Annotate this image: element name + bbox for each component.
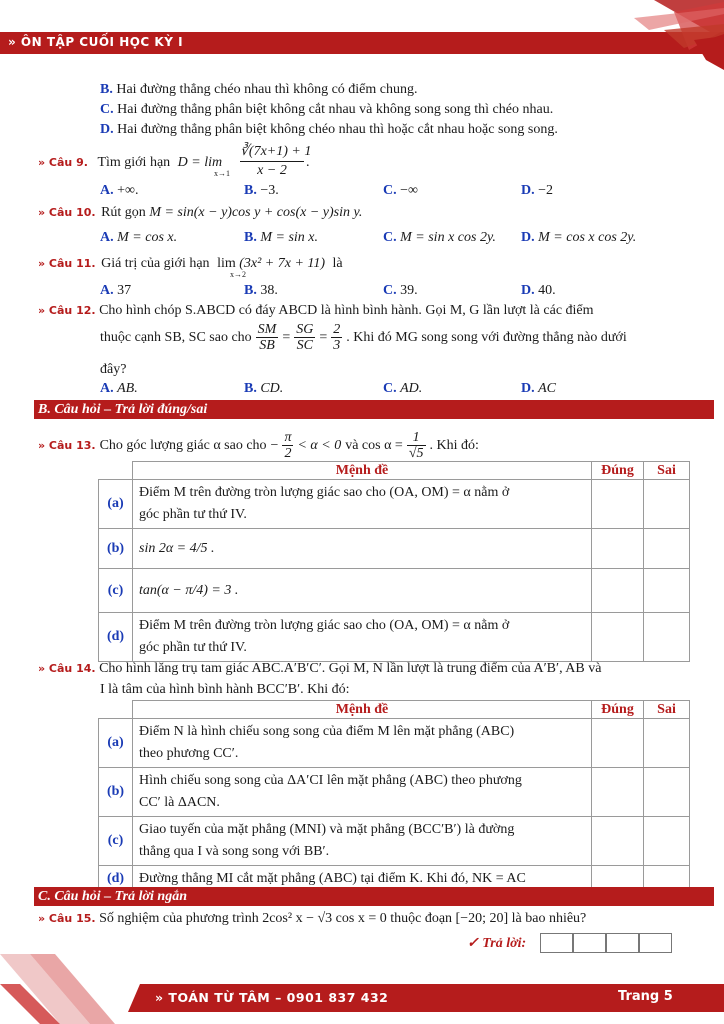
q11-lim-sub: x→2: [230, 270, 246, 279]
q9-option-d[interactable]: D. −2: [521, 183, 554, 198]
q12-stem-line3: đây?: [100, 362, 127, 377]
q9-dot: .: [306, 155, 310, 170]
q9-option-b[interactable]: B. −3.: [244, 183, 279, 198]
q14-row-d: (d) Đường thẳng MI cắt mặt phẳng (ABC) tại điểm K. Khi đó, NK = AC: [99, 866, 690, 893]
q14-row-a: (a) Điểm N là hình chiếu song song của điểm M lên mặt phẳng (ABC) theo phương CC′.: [99, 719, 690, 768]
q12-option-d[interactable]: D. AC: [521, 381, 557, 396]
q14-c-false-cell[interactable]: [644, 817, 690, 866]
q15-answer-box-4[interactable]: [639, 933, 672, 953]
q13-stem: » Câu 13. Cho góc lượng giác α sao cho − $\frac{\pi}{2}$ < α < 0 và cos α = $\frac{1}{√5}$ . Khi đó:: [38, 430, 479, 461]
q13-d-true-cell[interactable]: [592, 613, 644, 662]
q14-col-statement: Mệnh đề: [133, 701, 592, 719]
q10-option-b[interactable]: B. M = sin x.: [244, 230, 319, 245]
q15-stem: » Câu 15. Số nghiệm của phương trình 2cos² x − √3 cos x = 0 thuộc đoạn [−20; 20] là bao nhiêu?: [38, 911, 587, 926]
q13-col-statement: Mệnh đề: [133, 462, 592, 480]
q12-stem: » Câu 12. Cho hình chóp S.ABCD có đáy ABCD là hình bình hành. Gọi M, G lần lượt là các điểm: [38, 303, 594, 318]
q13-table-header: [99, 462, 690, 480]
q15-answer-box-1[interactable]: [540, 933, 573, 953]
q14-col-true: Đúng: [592, 701, 644, 719]
corner-decoration: [594, 0, 724, 75]
q11-stem: » Câu 11. Giá trị của giới hạn lim (3x² + 7x + 11) là: [38, 256, 343, 271]
q14-table: [98, 700, 690, 893]
q15-answer-box-2[interactable]: [573, 933, 606, 953]
q9-stem: » Câu 9. Tìm giới hạn D = lim: [38, 155, 223, 170]
q13-row-a: (a) Điểm M trên đường tròn lượng giác sao cho (OA, OM) = α nằm ở góc phần tư thứ IV.: [99, 480, 690, 529]
q11-option-d[interactable]: D. 40.: [521, 283, 556, 298]
q14-c-true-cell[interactable]: [592, 817, 644, 866]
q14-a-false-cell[interactable]: [644, 719, 690, 768]
q12-option-a[interactable]: A. AB.: [100, 381, 138, 396]
q14-stem: » Câu 14. Cho hình lăng trụ tam giác ABC.A′B′C′. Gọi M, N lần lượt là trung điểm của A′B′, AB và: [38, 661, 602, 676]
q13-row-b: (b) sin 2α = 4/5 .: [99, 529, 690, 569]
q13-c-false-cell[interactable]: [644, 569, 690, 613]
q13-col-false: Sai: [644, 462, 690, 480]
q15-answer-label: ✓ Trả lời:: [467, 936, 527, 951]
q14-table-header: [99, 701, 690, 719]
q14-b-true-cell[interactable]: [592, 768, 644, 817]
q15-answer-box-3[interactable]: [606, 933, 639, 953]
q13-d-false-cell[interactable]: [644, 613, 690, 662]
section-c-title: C. Câu hỏi – Trả lời ngắn: [34, 887, 714, 906]
q14-row-c: (c) Giao tuyến của mặt phẳng (MNI) và mặt phẳng (BCC′B′) là đường thẳng qua I và song song với BB′.: [99, 817, 690, 866]
q11-option-c[interactable]: C. 39.: [383, 283, 418, 298]
q10-stem: » Câu 10. Rút gọn M = sin(x − y)cos y + cos(x − y)sin y.: [38, 205, 363, 220]
q14-row-b: (b) Hình chiếu song song của ΔA′CI lên mặt phẳng (ABC) theo phương CC′ là ΔACN.: [99, 768, 690, 817]
q13-row-d: (d) Điểm M trên đường tròn lượng giác sao cho (OA, OM) = α nằm ở góc phần tư thứ IV.: [99, 613, 690, 662]
q10-option-d[interactable]: D. M = cos x cos 2y.: [521, 230, 637, 245]
q14-a-true-cell[interactable]: [592, 719, 644, 768]
prev-option-c: C. Hai đường thẳng phân biệt không cắt nhau và không song song thì chéo nhau.: [100, 102, 554, 117]
q10-option-c[interactable]: C. M = sin x cos 2y.: [383, 230, 496, 245]
q14-stem-line2: I là tâm của hình bình hành BCC′B′. Khi đó:: [100, 682, 350, 697]
q12-option-b[interactable]: B. CD.: [244, 381, 284, 396]
q9-lim-sub: x→1: [214, 169, 230, 178]
q12-stem-line2: thuộc cạnh SB, SC sao cho $\frac{SM}{SB}$ = $\frac{SG}{SC}$ = $\frac{2}{3}$ . Khi đó MG song song với đường thẳng nào dưới: [100, 322, 627, 353]
q13-c-true-cell[interactable]: [592, 569, 644, 613]
q10-option-a[interactable]: A. M = cos x.: [100, 230, 178, 245]
q9-option-a[interactable]: A. +∞.: [100, 183, 139, 198]
section-b-title: B. Câu hỏi – Trả lời đúng/sai: [34, 400, 714, 419]
q13-a-false-cell[interactable]: [644, 480, 690, 529]
q11-option-a[interactable]: A. 37: [100, 283, 132, 298]
prev-option-b: B. Hai đường thẳng chéo nhau thì không có điểm chung.: [100, 82, 418, 97]
q13-col-true: Đúng: [592, 462, 644, 480]
q11-option-b[interactable]: B. 38.: [244, 283, 278, 298]
q9-fraction: ∛(7x+1) + 1 x − 2: [240, 144, 312, 178]
page-number: Trang 5: [618, 989, 673, 1004]
q13-table: [98, 461, 690, 662]
q13-a-true-cell[interactable]: [592, 480, 644, 529]
header-title: » ÔN TẬP CUỐI HỌC KỲ I: [8, 35, 184, 49]
q14-col-false: Sai: [644, 701, 690, 719]
q13-b-true-cell[interactable]: [592, 529, 644, 569]
q13-row-c: (c) tan(α − π/4) = 3 .: [99, 569, 690, 613]
q13-b-false-cell[interactable]: [644, 529, 690, 569]
footer-brand: » TOÁN TỪ TÂM – 0901 837 432: [155, 990, 389, 1005]
q12-option-c[interactable]: C. AD.: [383, 381, 423, 396]
q9-option-c[interactable]: C. −∞: [383, 183, 419, 198]
q14-b-false-cell[interactable]: [644, 768, 690, 817]
prev-option-d: D. Hai đường thẳng phân biệt không chéo nhau thì hoặc cắt nhau hoặc song song.: [100, 122, 558, 137]
